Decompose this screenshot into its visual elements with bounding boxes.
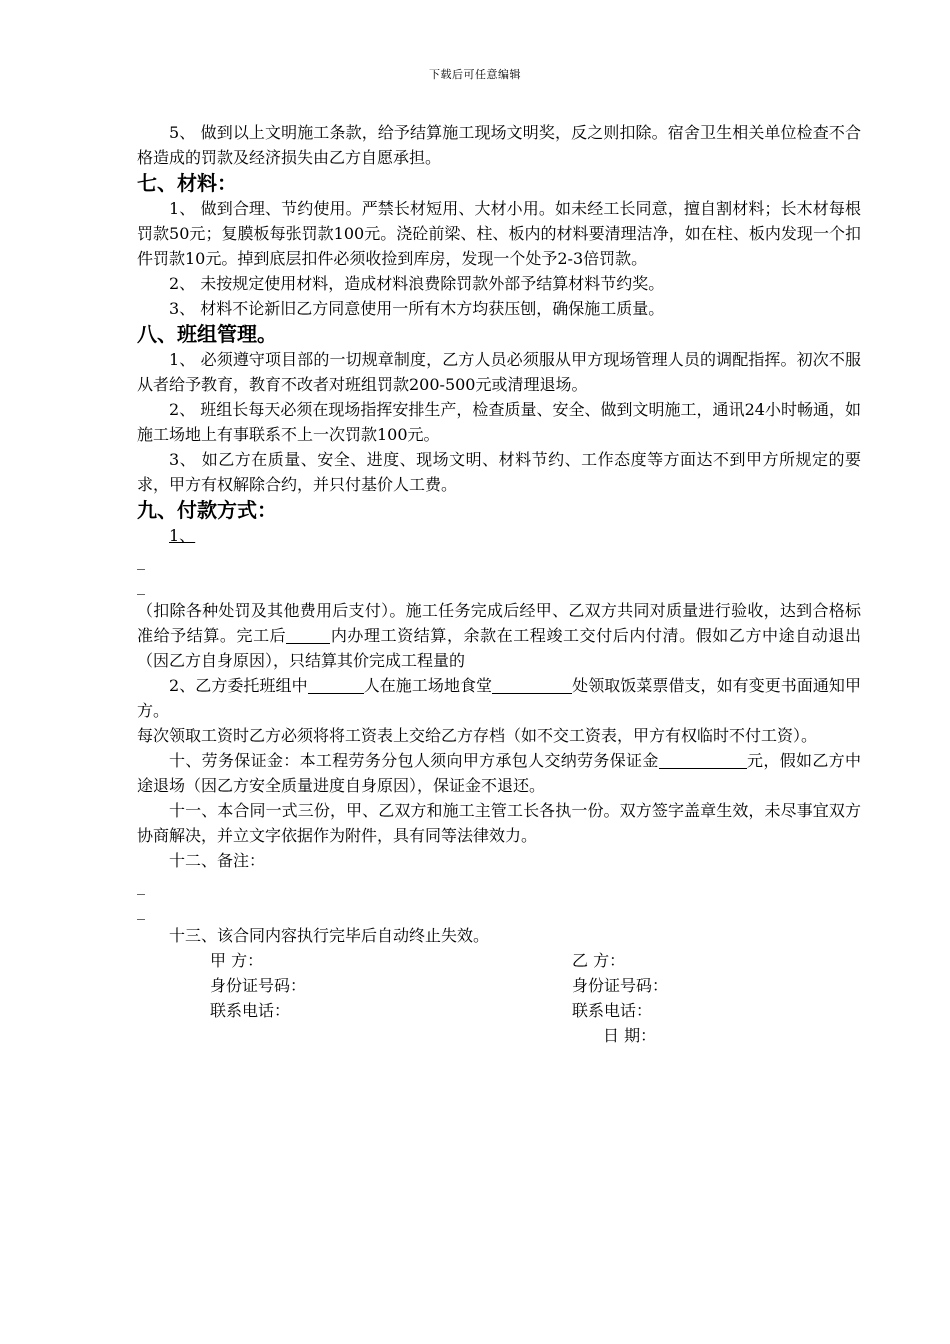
blank-line: _ (137, 876, 145, 895)
payment-item-1-text (137, 598, 861, 673)
blank-field (308, 675, 364, 694)
section-heading-payment: 九、付款方式： (137, 498, 277, 522)
clause-materials-3: 3、 材料不论新旧乙方同意使用一所有木方均获压刨，确保施工质量。 (169, 299, 665, 318)
section-heading-materials: 七、材料： (137, 171, 237, 195)
clause-civilized-5: 5、 做到以上文明施工条款，给予结算施工现场文明奖，反之则扣除。宿舍卫生相关单位检查不合格造成的罚款及经济损失由乙方自愿承担。 (137, 123, 861, 167)
clause-team-1: 1、 必须遵守项目部的一切规章制度，乙方人员必须服从甲方现场管理人员的调配指挥。初次不服从者给予教育，教育不改者对班组罚款200-500元或清理退场。 (137, 350, 861, 394)
clause-termination: 十三、该合同内容执行完毕后自动终止失效。 (169, 926, 490, 945)
clause-materials-1: 1、 做到合理、节约使用。严禁长材短用、大材小用。如未经工长同意，擅自割材料；长木材每根罚款50元；复膜板每张罚款100元。浇砼前梁、柱、板内的材料要清理洁净，如在柱、板内发现一个扣件罚款10元。掉到底层扣件必须收捡到库房，发现一个处予2-3倍罚款。 (137, 199, 861, 268)
party-b-id-label: 身份证号码： (572, 976, 669, 995)
payment-text-part-b: 内办理工资结算，余款在工程竣工交付后内付清。假如乙方中途自动退出（因乙方自身原因），只结算其价完成工程量的 (137, 626, 861, 670)
contract-body (137, 120, 861, 1048)
deposit-part-b: 元，假如乙方中途退场（因乙方安全质量进度自身原因），保证金不退还。 (137, 751, 861, 795)
signature-row-phone (137, 998, 861, 1023)
section-heading-team-management: 八、班组管理。 (137, 322, 277, 346)
blank-line: _ (137, 901, 145, 920)
signature-row-date (137, 1023, 861, 1048)
party-a-id-label: 身份证号码： (210, 976, 307, 995)
party-a-label: 甲 方： (210, 951, 264, 970)
payment-text-part-a: （扣除各种处罚及其他费用后支付）。施工任务完成后经甲、乙双方共同对质量进行验收，达到合格标准给予结算。完工后 (137, 601, 861, 645)
payment-item-2-part-a: 2、乙方委托班组中 (169, 676, 308, 695)
signature-row-party (137, 948, 861, 973)
page-header: 下载后可任意编辑 (429, 68, 521, 81)
blank-field (286, 625, 330, 644)
blank-field (659, 750, 747, 769)
clause-team-2: 2、 班组长每天必须在现场指挥安排生产，检查质量、安全、做到文明施工，通讯24小时畅通，如施工场地上有事联系不上一次罚款100元。 (137, 400, 861, 444)
payment-item-3: 每次领取工资时乙方必须将将工资表上交给乙方存档（如不交工资表，甲方有权临时不付工资）。 (137, 726, 818, 745)
blank-line: _ (137, 551, 145, 570)
party-b-label: 乙 方： (572, 951, 626, 970)
clause-copies: 十一、本合同一式三份，甲、乙双方和施工主管工长各执一份。双方签字盖章生效，未尽事宜双方协商解决，并立文字依据作为附件，具有同等法律效力。 (137, 801, 861, 845)
signature-row-id (137, 973, 861, 998)
payment-item-2-part-b: 人在施工场地食堂 (363, 676, 493, 695)
payment-item-2-part-c: 处领取饭菜票借支，如有变更书面通知甲方。 (137, 676, 861, 720)
clause-deposit (137, 748, 861, 798)
blank-line: _ (137, 576, 145, 595)
payment-item-1 (137, 523, 861, 548)
payment-item-1-number: 1、 (169, 526, 196, 545)
date-label: 日 期： (603, 1026, 657, 1045)
payment-item-2 (137, 673, 861, 723)
party-a-phone-label: 联系电话： (210, 1001, 291, 1020)
blank-field (492, 675, 572, 694)
clause-materials-2: 2、 未按规定使用材料，造成材料浪费除罚款外部予结算材料节约奖。 (169, 274, 665, 293)
deposit-part-a: 十、劳务保证金：本工程劳务分包人须向甲方承包人交纳劳务保证金 (169, 751, 659, 770)
clause-team-3: 3、 如乙方在质量、安全、进度、现场文明、材料节约、工作态度等方面达不到甲方所规定的要求，甲方有权解除合约，并只付基价人工费。 (137, 450, 861, 494)
party-b-phone-label: 联系电话： (572, 1001, 653, 1020)
clause-remarks: 十二、备注： (169, 851, 266, 870)
